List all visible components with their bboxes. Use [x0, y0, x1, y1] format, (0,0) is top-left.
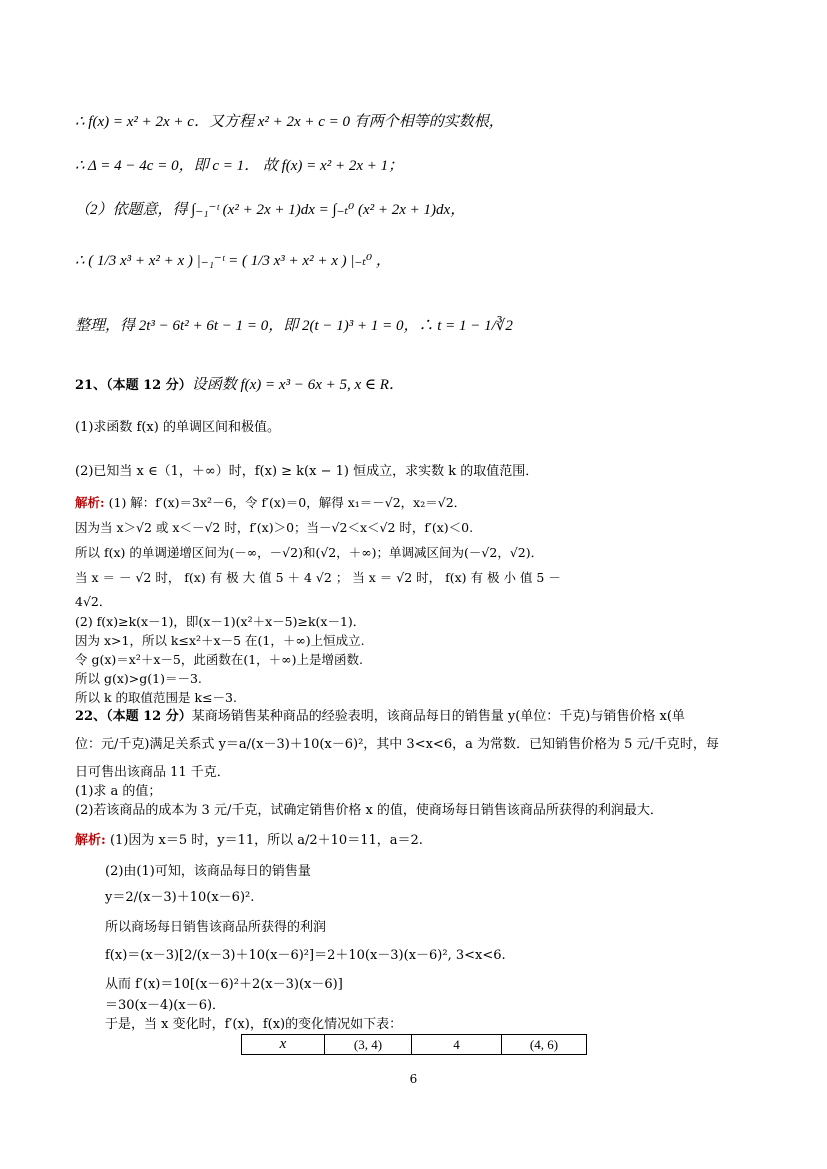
- question-22-stem-1: 某商场销售某种商品的经验表明，该商品每日的销售量 y(单位：千克)与销售价格 x(单: [191, 709, 685, 724]
- solution-22-line-1: [75, 833, 423, 849]
- solution-22-line-2: (2)由(1)可知，该商品每日的销售量: [105, 864, 311, 879]
- solution-21-text-1: (1) 解：f′(x)＝3x²－6，令 f′(x)＝0，解得 x₁＝－√2，x₂＝√2．: [108, 495, 467, 510]
- solution-21-line-6: (2) f(x)≥k(x－1)，即(x－1)(x²＋x－5)≥k(x－1)．: [75, 614, 366, 629]
- question-21-part2: (2)已知当 x ∈（1，＋∞）时，f(x) ≥ k(x − 1) 恒成立，求实数 k 的取值范围．: [75, 464, 539, 479]
- solution-22-line-8: 于是，当 x 变化时，f′(x)，f(x)的变化情况如下表：: [105, 1017, 403, 1032]
- question-22-part1: (1)求 a 的值；: [75, 784, 162, 799]
- table-cell: (4, 6): [502, 1035, 587, 1055]
- page-number: 6: [409, 1072, 418, 1086]
- question-22-line-1: [75, 709, 685, 725]
- question-22-line-2: 位：元/千克)满足关系式 y＝a/(x－3)＋10(x－6)²，其中 3<x<6，a 为常数．已知销售价格为 5 元/千克时，每: [75, 737, 719, 752]
- table-row: [242, 1035, 587, 1055]
- derivation-line-1: ∴ f(x) = x² + 2x + c．又方程 x² + 2x + c = 0 有两个相等的实数根，: [75, 114, 504, 130]
- derivation-line-4: ∴ ( 1/3 x³ + x² + x ) |₋₁⁻ᵗ = ( 1/3 x³ + x² + x ) |₋ₜ⁰ ，: [75, 253, 391, 269]
- question-21-header: [75, 377, 404, 394]
- solution-22-label: 解析:: [75, 833, 106, 848]
- table-cell: x: [242, 1035, 325, 1055]
- derivation-line-2: ∴ Δ = 4 − 4c = 0，即 c = 1． 故 f(x) = x² + 2x + 1；: [75, 158, 404, 174]
- solution-21-line-4: 当 x ＝ － √2 时， f(x) 有 极 大 值 5 ＋ 4 √2 ； 当 x ＝ √2 时， f(x) 有 极 小 值 5 －: [75, 570, 561, 585]
- solution-22-line-4: 所以商场每日销售该商品所获得的利润: [105, 920, 327, 935]
- solution-21-line-9: 所以 g(x)>g(1)＝－3.: [75, 671, 202, 686]
- question-22-heading: 22、（本题 12 分）: [75, 709, 192, 724]
- variation-table: [241, 1034, 587, 1055]
- question-22-line-3: 日可售出该商品 11 千克．: [75, 765, 230, 780]
- solution-21-line-1: [75, 495, 466, 511]
- table-cell: (3, 4): [325, 1035, 412, 1055]
- solution-21-line-7: 因为 x>1，所以 k≤x²＋x－5 在(1，＋∞)上恒成立.: [75, 633, 365, 648]
- table-cell: 4: [412, 1035, 502, 1055]
- solution-21-label: 解析:: [75, 495, 105, 510]
- solution-21-line-8: 令 g(x)＝x²＋x－5，此函数在(1，＋∞)上是增函数.: [75, 652, 363, 667]
- solution-21-line-5: 4√2．: [75, 594, 112, 609]
- derivation-line-5: 整理，得 2t³ − 6t² + 6t − 1 = 0，即 2(t − 1)³ + 1 = 0，∴ t = 1 − 1/∛2: [75, 318, 513, 334]
- solution-22-line-3: y＝2/(x－3)＋10(x－6)².: [105, 890, 255, 905]
- question-21-part1: (1)求函数 f(x) 的单调区间和极值。: [75, 420, 280, 435]
- solution-21-line-3: 所以 f(x) 的单调递增区间为(－∞，－√2)和(√2，＋∞)；单调减区间为(－√2，√2)．: [75, 545, 544, 560]
- solution-22-line-6: 从而 f′(x)＝10[(x－6)²＋2(x－3)(x－6)]: [105, 977, 343, 992]
- question-22-part2: (2)若该商品的成本为 3 元/千克，试确定销售价格 x 的值，使商场每日销售该商品所获得的利润最大．: [75, 803, 663, 818]
- solution-22-text-1: (1)因为 x＝5 时，y＝11，所以 a/2＋10＝11，a＝2.: [109, 833, 423, 848]
- solution-22-line-7: ＝30(x－4)(x－6)．: [105, 998, 226, 1013]
- solution-21-line-10: 所以 k 的取值范围是 k≤－3.: [75, 690, 237, 705]
- solution-21-line-2: 因为当 x＞√2 或 x＜－√2 时，f′(x)＞0；当－√2＜x＜√2 时，f′(x)＜0.: [75, 520, 474, 535]
- derivation-line-3: （2）依题意，得 ∫₋₁⁻ᵗ (x² + 2x + 1)dx = ∫₋ₜ⁰ (x² + 2x + 1)dx，: [75, 202, 466, 218]
- question-21-stem: 设函数 f(x) = x³ − 6x + 5, x ∈ R．: [191, 377, 404, 393]
- solution-22-line-5: f(x)＝(x－3)[2/(x－3)＋10(x－6)²]＝2＋10(x－3)(x－6)², 3<x<6.: [105, 948, 506, 963]
- question-21-heading: 21、（本题 12 分）: [75, 378, 192, 393]
